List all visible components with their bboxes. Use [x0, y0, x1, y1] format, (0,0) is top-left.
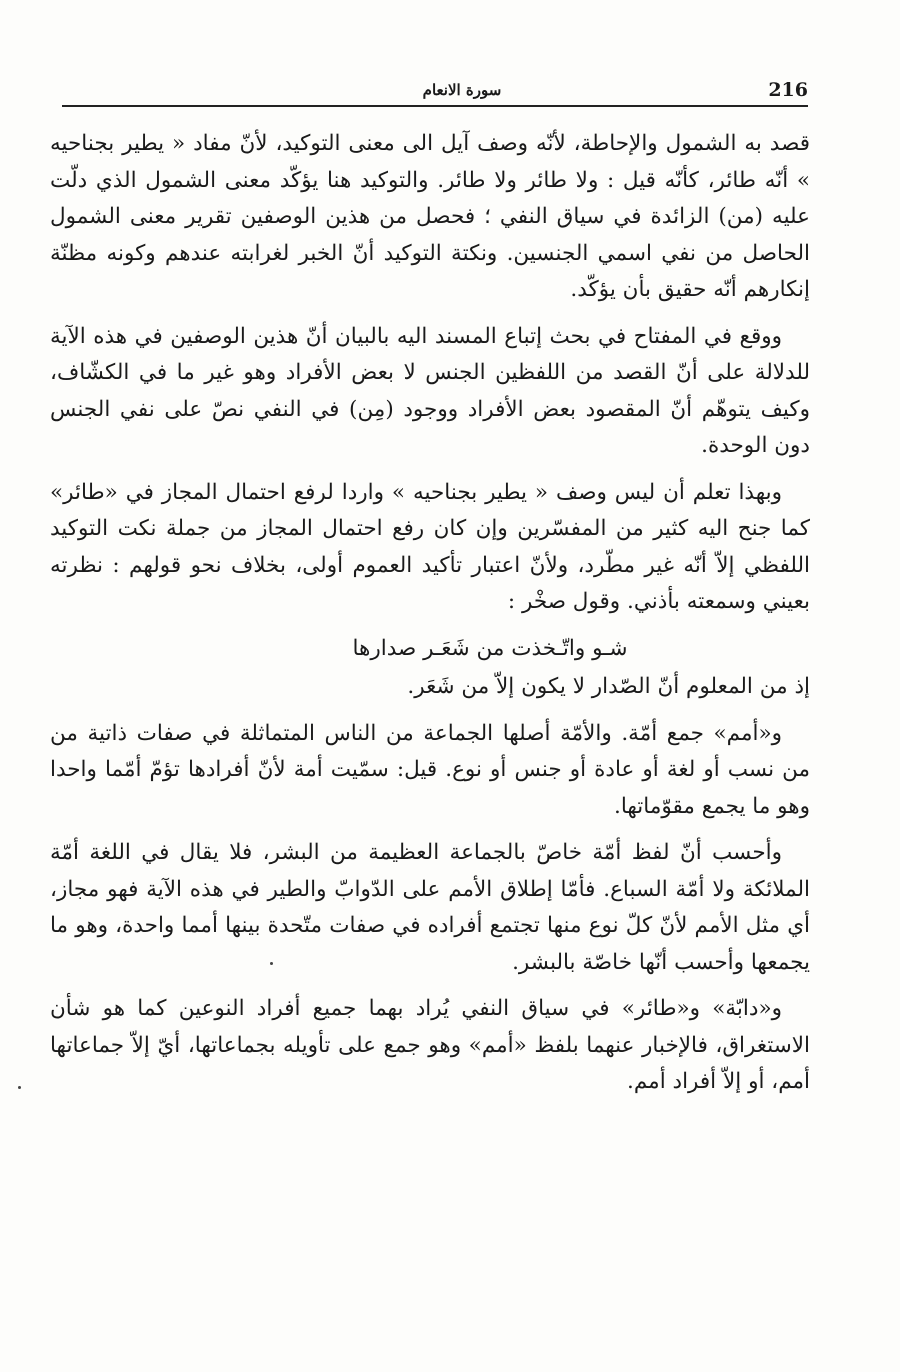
paragraph-5: وأحسب أنّ لفظ أمّة خاصّ بالجماعة العظيمة من البشر، فلا يقال في اللغة أمّة الملائكة ولا أمّة السباع. فأمّا إطلاق الأمم على الدّوابّ والطير في هذه الآية فهو مجاز، أي مثل الأمم لأنّ كلّ نوع منها تجتمع أفراده في صفات متّحدة بينها أمما واحدة، وهو ما يجمعها وأحسب أنّها خاصّة بالبشر.	[50, 840, 810, 975]
running-title: سورة الانعام	[422, 81, 502, 99]
poetry-verse: شـو واتّـخذت من شَعَـر صدارها	[352, 635, 628, 661]
paragraph-after-verse: إذ من المعلوم أنّ الصّدار لا يكون إلاّ من شَعَر.	[407, 674, 810, 699]
speck-mark	[270, 962, 273, 965]
paragraph-3: وبهذا تعلم أن ليس وصف « يطير بجناحيه » واردا لرفع احتمال المجاز في «طائر» كما جنح اليه كثير من المفسّرين وإن كان رفع احتمال المجاز من جملة نكت التوكيد اللفظي إلاّ أنّه غير مطّرد، ولأنّ اعتبار تأكيد العموم أولى، بخلاف نحو قولهم : نظرته بعيني وسمعته بأذني. وقول صخْر :	[50, 479, 810, 614]
paragraph-4: و«أمم» جمع أمّة. والأمّة أصلها الجماعة من الناس المتماثلة في صفات ذاتية من من نسب أو لغة أو عادة أو جنس أو نوع. قيل: سمّيت أمة لأنّ أفرادها تؤمّ أمّما واحدا وهو ما يجمع مقوّماتها.	[50, 720, 810, 819]
paragraph-2: ووقع في المفتاح في بحث إتباع المسند اليه بالبيان أنّ هذين الوصفين في هذه الآية للدلالة على أنّ القصد من اللفظين الجنس لا بعض الأفراد وهو غير ما في الكشّاف، وكيف يتوهّم أنّ المقصود بعض الأفراد ووجود (مِن) في النفي نصّ على نفي الجنس دون الوحدة.	[50, 323, 810, 458]
page-body	[50, 126, 810, 1111]
paragraph-1: قصد به الشمول والإحاطة، لأنّه وصف آيل الى معنى التوكيد، لأنّ مفاد « يطير بجناحيه » أنّه طائر، كأنّه قيل : ولا طائر ولا طائر. والتوكيد هنا يؤكّد معنى الشمول الذي دلّت عليه (من) الزائدة في سياق النفي ؛ فحصل من هذين الوصفين تقرير معنى الشمول الحاصل من نفي اسمي الجنسين. ونكتة التوكيد أنّ الخبر لغرابته عندهم وكونه مظنّة إنكارهم أنّه حقيق بأن يؤكّد.	[50, 131, 810, 302]
page-number: 216	[768, 79, 808, 101]
page-header	[62, 76, 808, 106]
speck-mark	[18, 1086, 21, 1089]
header-rule	[62, 105, 808, 107]
paragraph-6: و«دابّة» و«طائر» في سياق النفي يُراد بهما جميع أفراد النوعين كما هو شأن الاستغراق، فالإخبار عنهما بلفظ «أمم» وهو جمع على تأويله بجماعاتها، أيّ إلاّ جماعاتها أمم، أو إلاّ أفراد أمم.	[50, 996, 810, 1094]
